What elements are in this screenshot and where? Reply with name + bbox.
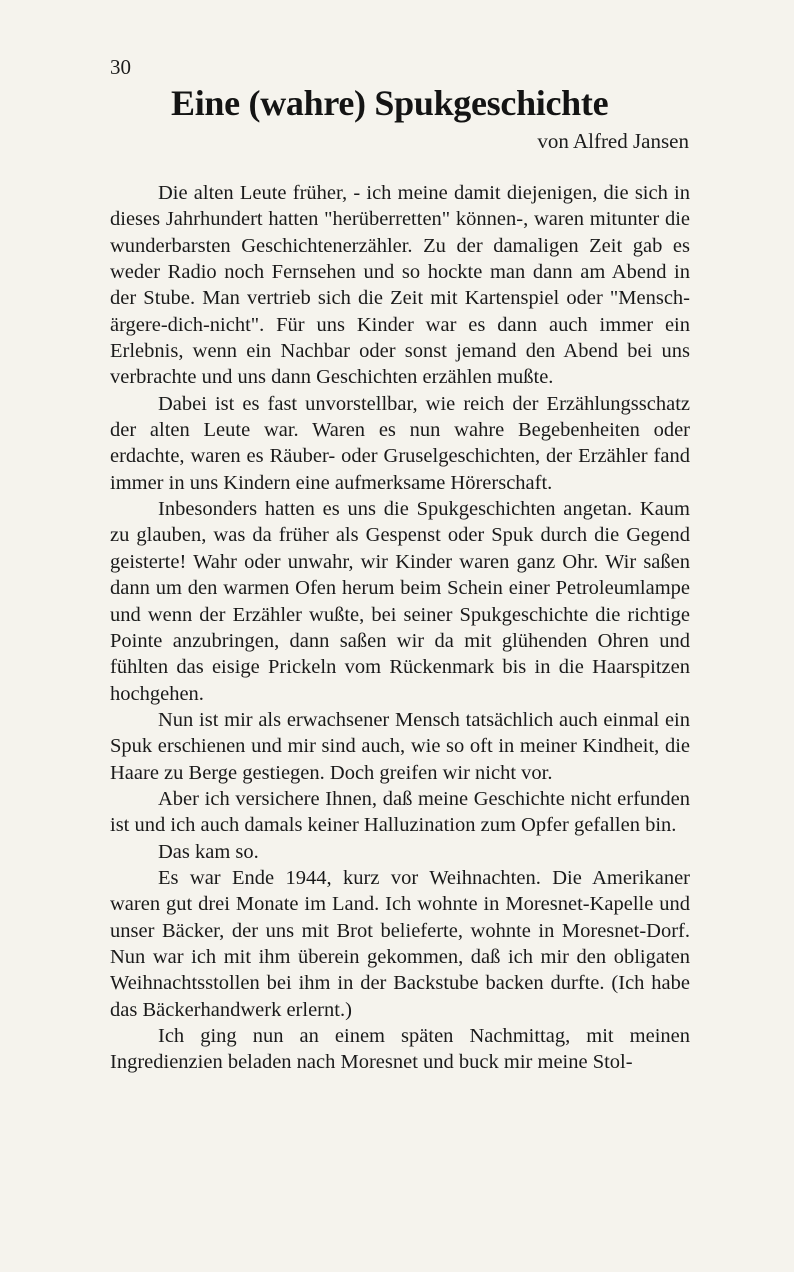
paragraph: Ich ging nun an einem späten Nachmittag, mit meinen Ingredienzien beladen nach Moresnet und buck mir meine Stol-: [110, 1025, 690, 1074]
paragraph: Aber ich versichere Ihnen, daß meine Geschichte nicht erfunden ist und ich auch damals keiner Halluzination zum Opfer gefallen bin.: [110, 787, 690, 837]
paragraph: Es war Ende 1944, kurz vor Weihnachten. Die Amerikaner waren gut drei Monate im Land. Ich wohnte in Moresnet-Kapelle und unser Bäcker, der uns mit Brot belieferte, wohnte in Moresnet-Dorf. Nun war ich mit ihm überein gekommen, daß ich mir den obligaten Weihnachtsstollen bei ihm in der Backstube backen durfte. (Ich habe das Bäckerhandwerk erlernt.): [110, 866, 690, 1021]
paragraph: Die alten Leute früher, - ich meine damit diejenigen, die sich in dieses Jahrhundert hatten "herüberretten" können-, waren mitunter die wunderbarsten Geschichtenerzähler. Zu der damaligen Zeit gab es weder Radio noch Fernsehen und so hockte man dann am Abend in der Stube. Man vertrieb sich die Zeit mit Kartenspiel oder "Mensch-ärgere-dich-nicht". Für uns Kinder war es dann auch immer ein Erlebnis, wenn ein Nachbar oder sonst jemand den Abend bei uns verbrachte und uns dann Geschichten erzählen mußte.: [110, 182, 690, 389]
author-line: von Alfred Jansen: [537, 129, 689, 153]
paragraph: Inbesonders hatten es uns die Spukgeschichten angetan. Kaum zu glauben, was da früher als Gespenst oder Spuk durch die Gegend geisterte! Wahr oder unwahr, wir Kinder waren ganz Ohr. Wir saßen dann um den warmen Ofen herum beim Schein einer Petroleumlampe und wenn der Erzähler wußte, bei seiner Spukgeschichte die richtige Pointe anzubringen, dann saßen wir da mit glühenden Ohren und fühlten das eisige Prickeln vom Rückenmark bis in die Haarspitzen hochgehen.: [110, 498, 690, 705]
paragraph: Nun ist mir als erwachsener Mensch tatsächlich auch einmal ein Spuk erschienen und mir sind auch, wie so oft in meiner Kindheit, die Haare zu Berge gestiegen. Doch greifen wir nicht vor.: [110, 708, 690, 784]
page-title: Eine (wahre) Spukgeschichte: [171, 83, 609, 123]
paragraph: Dabei ist es fast unvorstellbar, wie reich der Erzählungsschatz der alten Leute war. Waren es nun wahre Begebenheiten oder erdachte, waren es Räuber- oder Gruselgeschichten, der Erzähler fand immer in uns Kindern eine aufmerksame Hörerschaft.: [110, 392, 690, 494]
article-body: [110, 180, 690, 1076]
paragraph: Das kam so.: [158, 840, 259, 863]
page-number: 30: [110, 55, 131, 79]
